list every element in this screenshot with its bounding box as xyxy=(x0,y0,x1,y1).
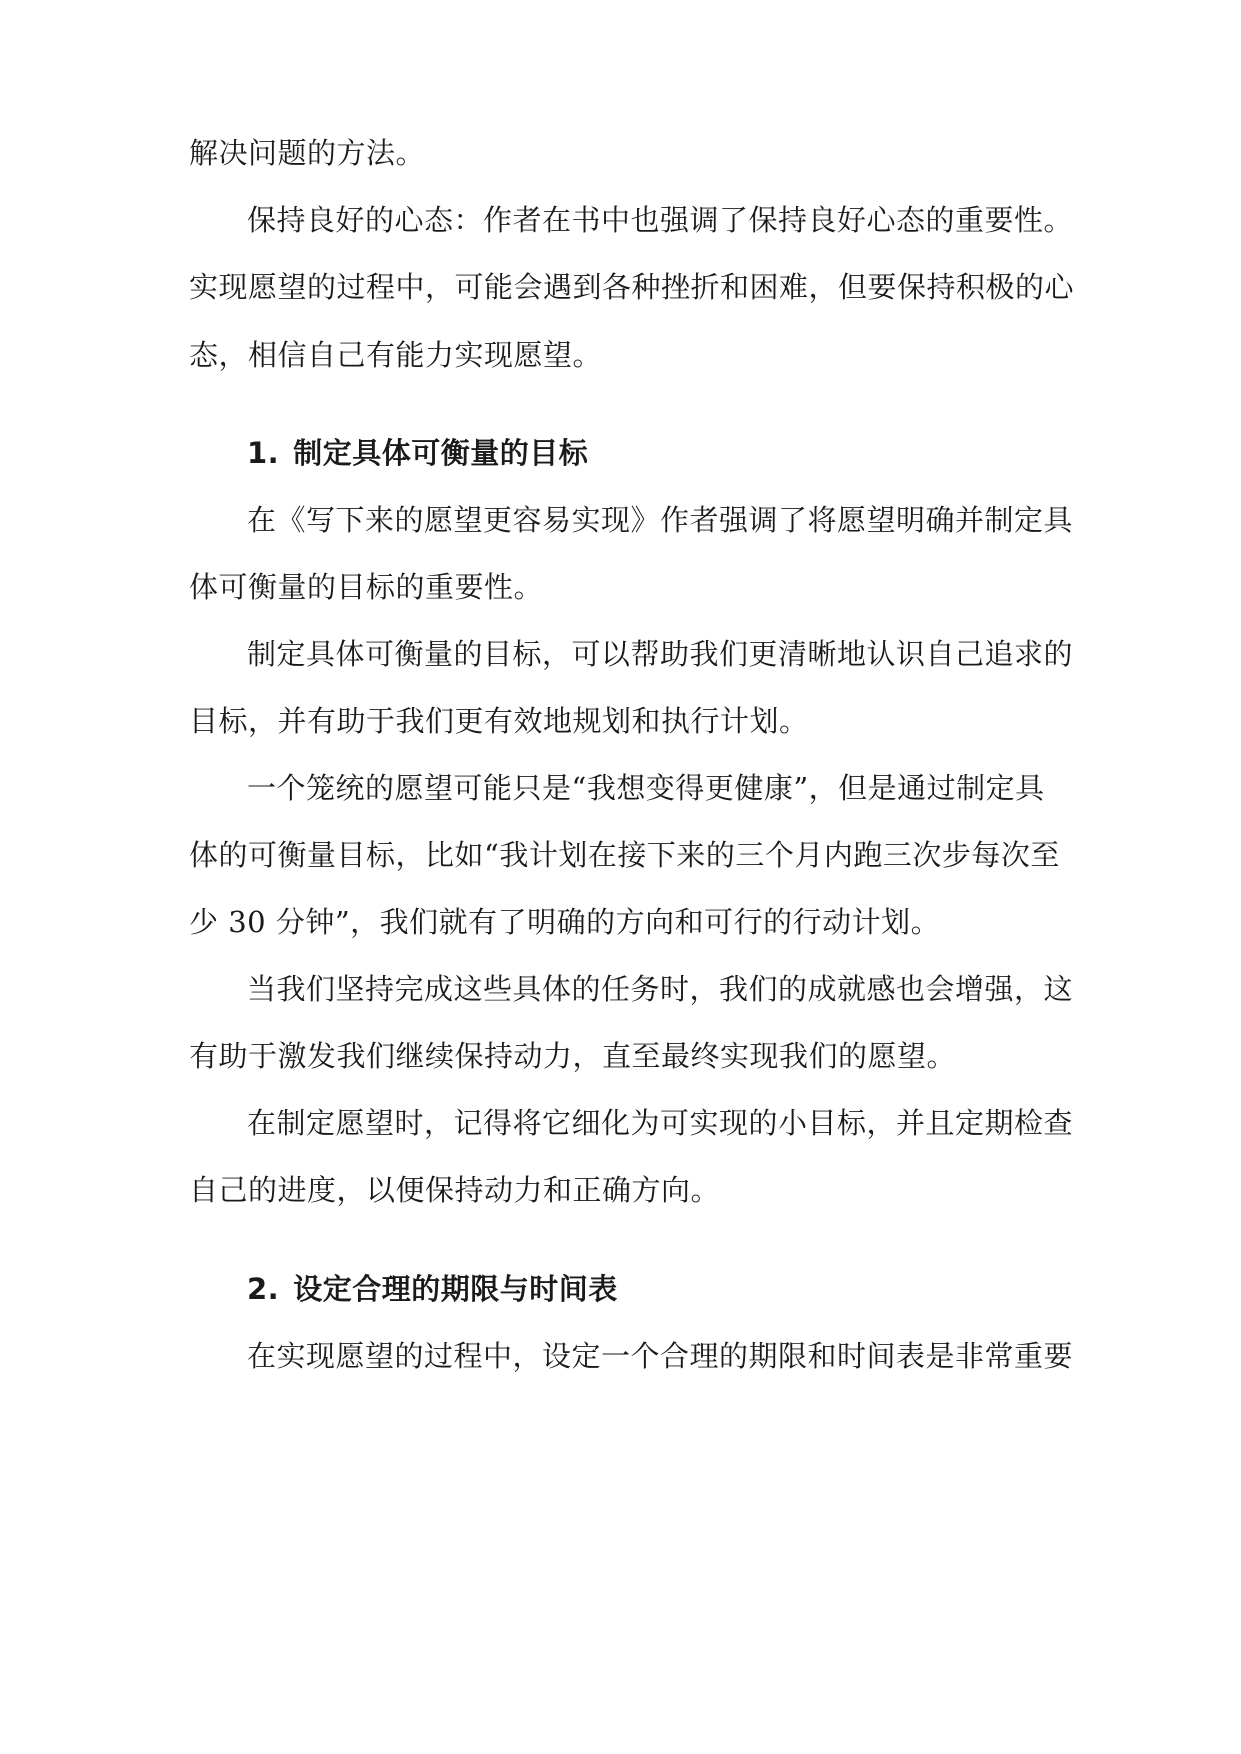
body-text-line: 目标，并有助于我们更有效地规划和执行计划。 xyxy=(189,704,809,738)
section-number: 1. xyxy=(247,436,280,470)
body-text-line: 体的可衡量目标，比如“我计划在接下来的三个月内跑三次步每次至 xyxy=(189,838,1060,872)
section-title: 制定具体可衡量的目标 xyxy=(293,436,589,470)
paragraph-line: 在制定愿望时，记得将它细化为可实现的小目标，并且定期检查 xyxy=(247,1106,1074,1140)
body-text-line: 自己的进度，以便保持动力和正确方向。 xyxy=(189,1173,721,1207)
body-text-line: 解决问题的方法。 xyxy=(189,136,426,170)
body-text-line: 有助于激发我们继续保持动力，直至最终实现我们的愿望。 xyxy=(189,1039,957,1073)
paragraph-line: 一个笼统的愿望可能只是“我想变得更健康”，但是通过制定具 xyxy=(247,771,1045,805)
paragraph-line: 在《写下来的愿望更容易实现》作者强调了将愿望明确并制定具 xyxy=(247,503,1074,537)
section-number: 2. xyxy=(247,1272,280,1306)
section-title: 设定合理的期限与时间表 xyxy=(293,1272,618,1306)
body-text-line: 态，相信自己有能力实现愿望。 xyxy=(189,338,603,372)
section-heading-2 xyxy=(247,1269,618,1309)
section-heading-1 xyxy=(247,433,588,473)
body-text-line: 少 30 分钟”，我们就有了明确的方向和可行的行动计划。 xyxy=(189,905,941,939)
paragraph-line: 当我们坚持完成这些具体的任务时，我们的成就感也会增强，这 xyxy=(247,972,1074,1006)
paragraph-line: 制定具体可衡量的目标，可以帮助我们更清晰地认识自己追求的 xyxy=(247,637,1074,671)
body-text-line: 实现愿望的过程中，可能会遇到各种挫折和困难，但要保持积极的心 xyxy=(189,270,1075,304)
body-text-line: 体可衡量的目标的重要性。 xyxy=(189,570,544,604)
paragraph-line: 在实现愿望的过程中，设定一个合理的期限和时间表是非常重要 xyxy=(247,1339,1074,1373)
paragraph-attitude-line: 保持良好的心态：作者在书中也强调了保持良好心态的重要性。 xyxy=(247,203,1074,237)
